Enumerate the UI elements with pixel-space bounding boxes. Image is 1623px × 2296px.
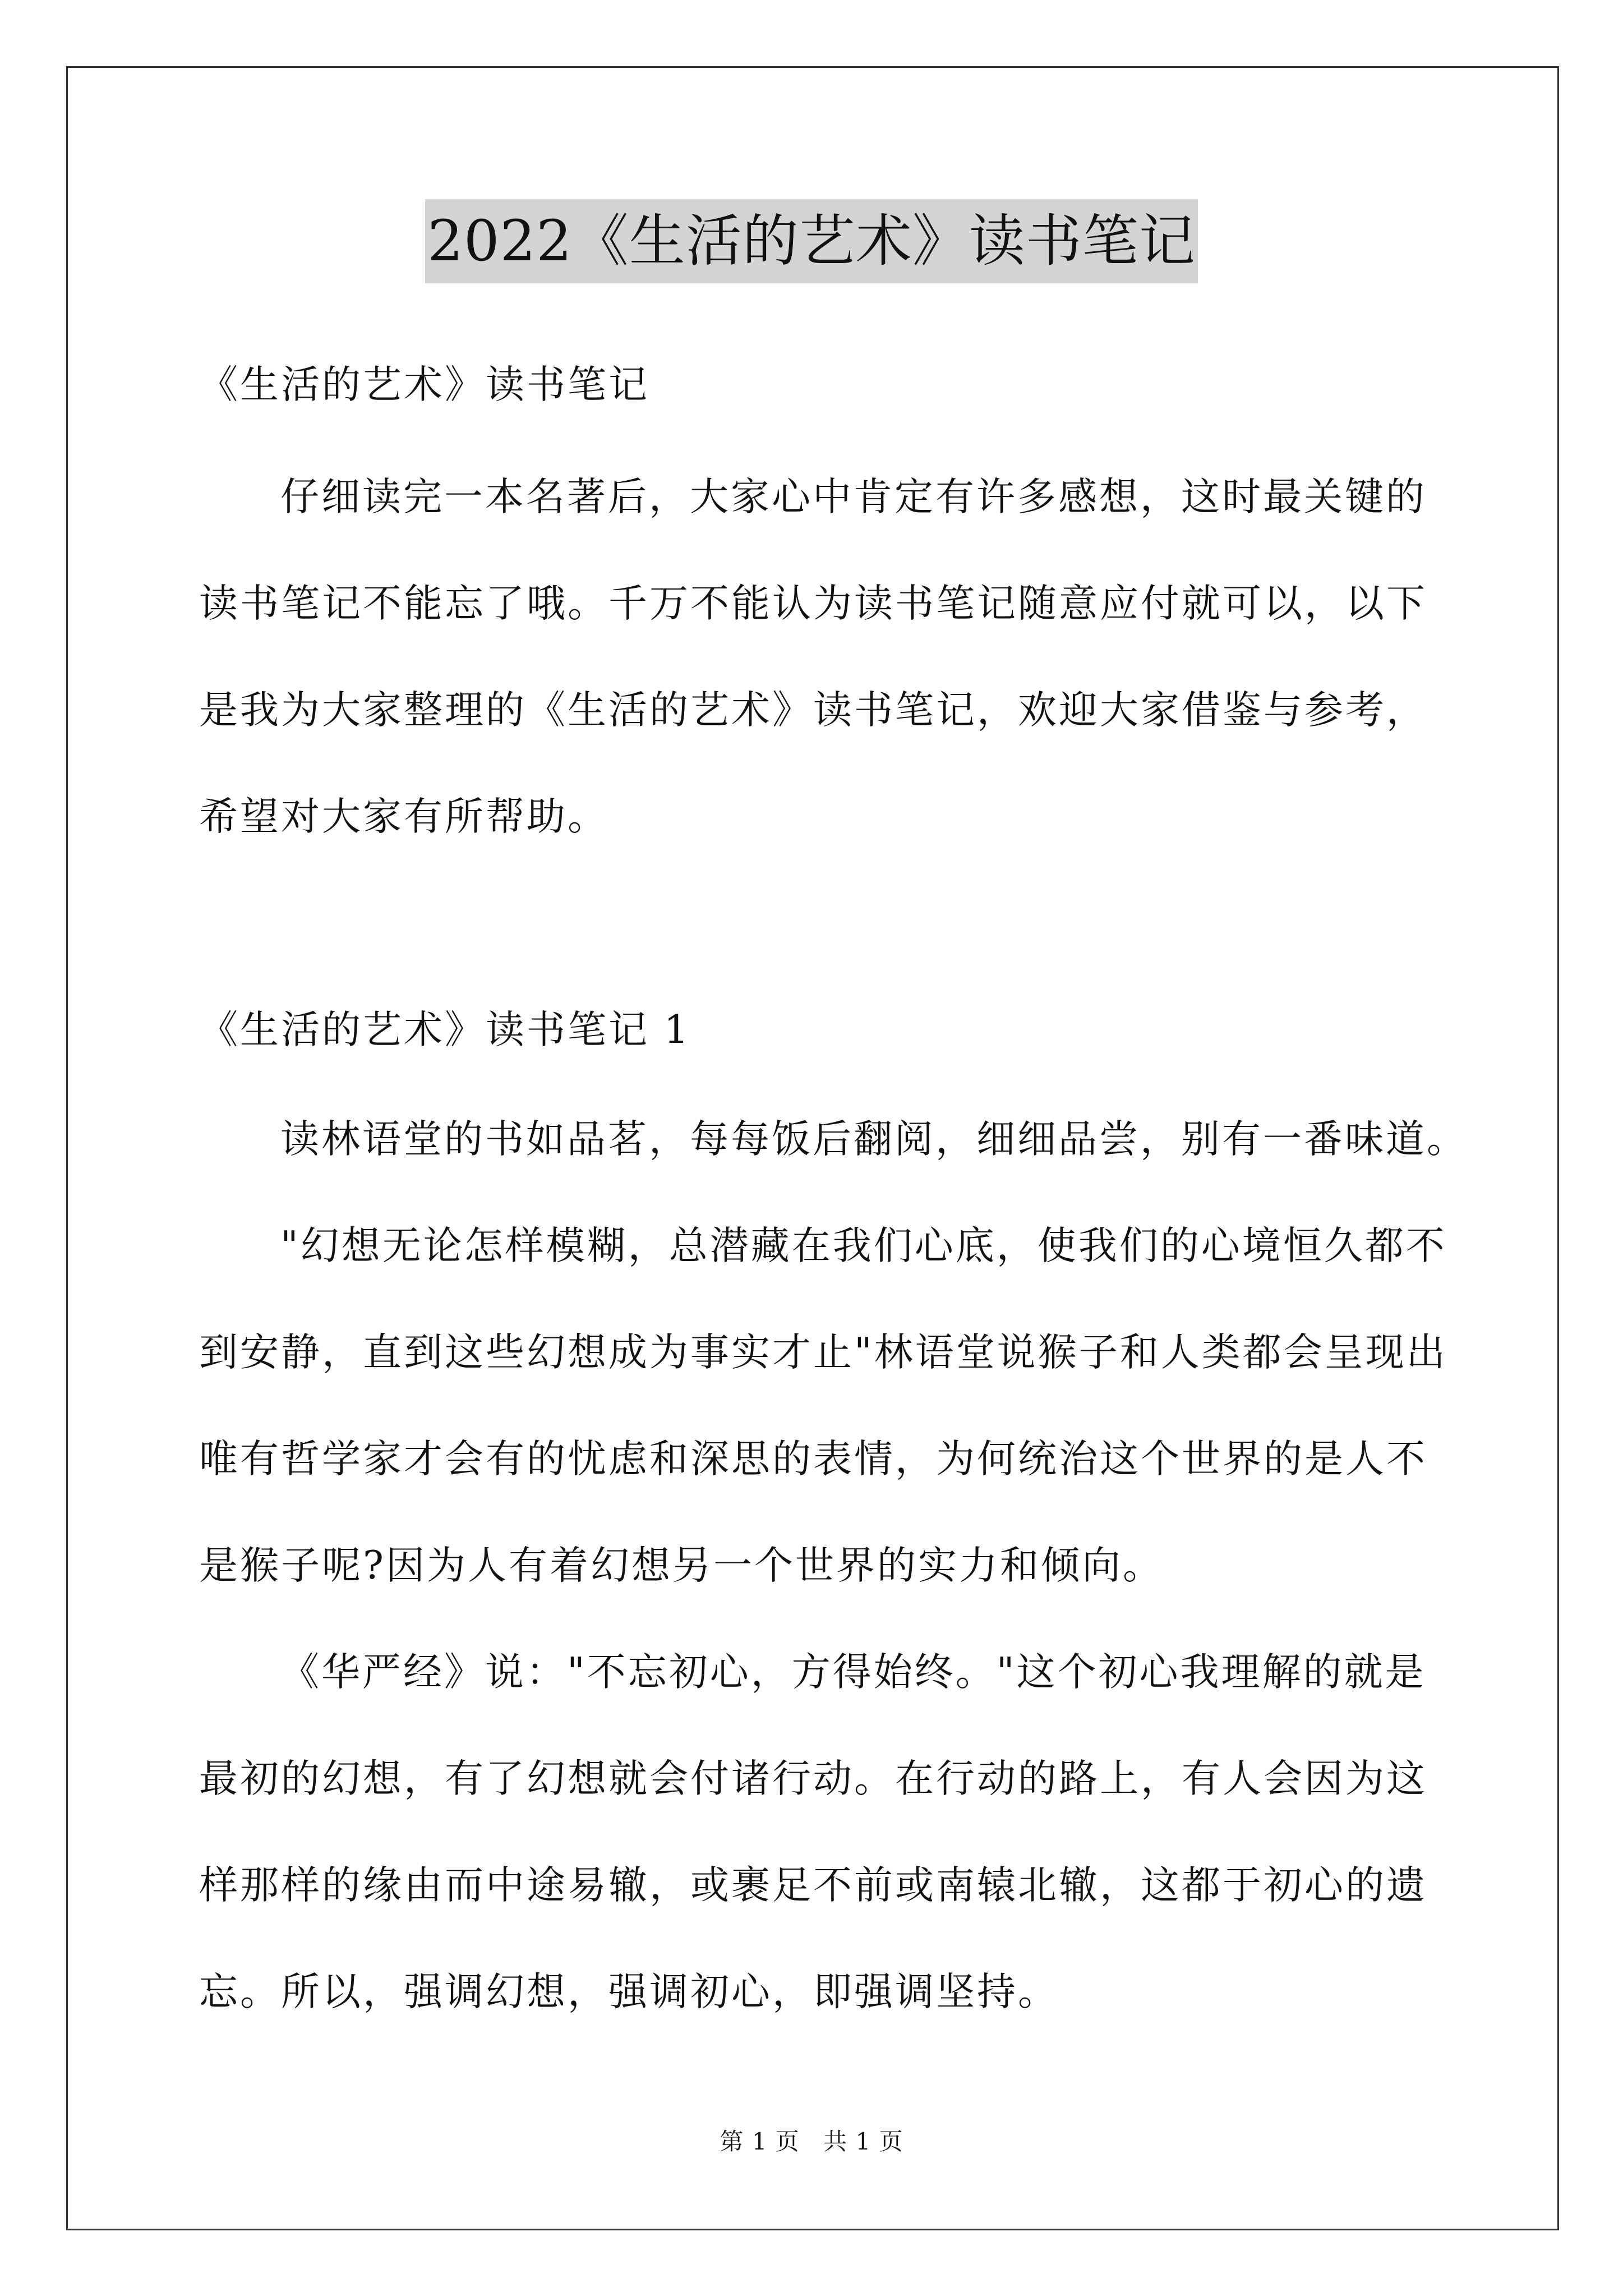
document-title: 2022《生活的艺术》读书笔记 bbox=[425, 199, 1198, 283]
body-line: 仔细读完一本名著后，大家心中肯定有许多感想，这时最关键的 bbox=[280, 475, 1427, 519]
body-line: 希望对大家有所帮助。 bbox=[199, 794, 608, 839]
body-line: 最初的幻想，有了幻想就会付诸行动。在行动的路上，有人会因为这 bbox=[199, 1756, 1427, 1801]
body-line: 唯有哲学家才会有的忧虑和深思的表情，为何统治这个世界的是人不 bbox=[199, 1437, 1427, 1481]
body-line: 到安静，直到这些幻想成为事实才止"林语堂说猴子和人类都会呈现出 bbox=[199, 1330, 1447, 1375]
body-line: 读书笔记不能忘了哦。千万不能认为读书笔记随意应付就可以，以下 bbox=[199, 581, 1427, 626]
body-line: 《华严经》说："不忘初心，方得始终。"这个初心我理解的就是 bbox=[280, 1650, 1426, 1695]
body-line: 是猴子呢?因为人有着幻想另一个世界的实力和倾向。 bbox=[199, 1543, 1164, 1588]
body-line: 忘。所以，强调幻想，强调初心，即强调坚持。 bbox=[199, 1970, 1059, 2014]
page-total: 共 1 页 bbox=[823, 2128, 903, 2155]
body-line: 读林语堂的书如品茗，每每饭后翻阅，细细品尝，别有一番味道。 bbox=[280, 1117, 1468, 1162]
body-line: "幻想无论怎样模糊，总潜藏在我们心底，使我们的心境恒久都不 bbox=[280, 1223, 1447, 1268]
body-line: 样那样的缘由而中途易辙，或裹足不前或南辕北辙，这都于初心的遗 bbox=[199, 1863, 1427, 1908]
section-heading: 《生活的艺术》读书笔记 1 bbox=[199, 1007, 691, 1052]
page-number: 第 1 页 bbox=[720, 2128, 800, 2155]
body-line: 是我为大家整理的《生活的艺术》读书笔记，欢迎大家借鉴与参考， bbox=[199, 688, 1427, 733]
subtitle-line: 《生活的艺术》读书笔记 bbox=[199, 362, 649, 407]
title-block bbox=[0, 199, 1623, 283]
page-footer bbox=[0, 2123, 1623, 2157]
